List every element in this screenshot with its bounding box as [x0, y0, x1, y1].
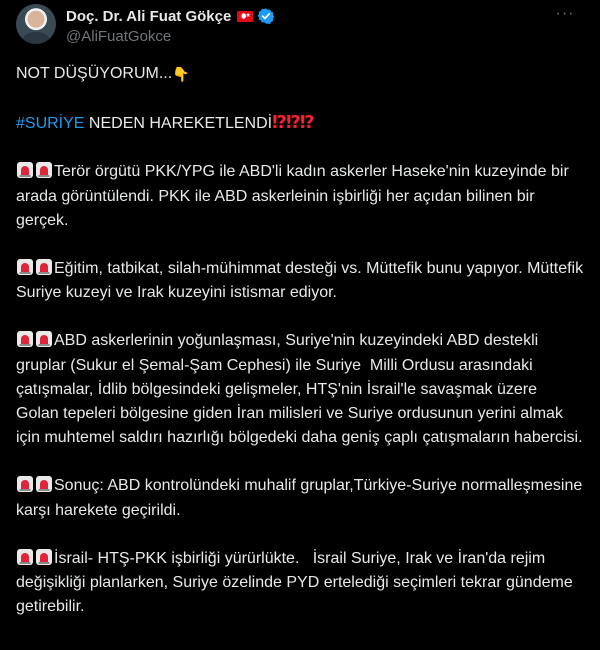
paragraph-4-text: Sonuç: ABD kontrolündeki muhalif gruplar,Türkiye-Suriye normalleşmesine karşı harekete geçirildi.	[16, 477, 587, 519]
paragraph-1-text: Terör örgütü PKK/YPG ile ABD'li kadın askerler Haseke'nin kuzeyinde bir arada görüntülendi. PKK ile ABD askerleinin işbirliği her açıdan bilinen bir gerçek.	[16, 163, 574, 229]
paragraph-3-text: ABD askerlerinin yoğunlaşması, Suriye'nin kuzeyindeki ABD destekli gruplar (Sukur el Şemal-Şam Cephesi) ile Suriye Milli Ordusu arasındaki çatışmalar, İdlib bölgesindeki gelişmeler, HTŞ'nin İsrail'le savaşmak üzere Golan tepeleri bölgesine giden İran milisleri ve Suriye ordusunun yerini almak için muhtemel saldırı hazırlığı bölgedeki daha geniş çaplı çatışmaların habercisi.	[16, 332, 583, 447]
avatar[interactable]	[16, 4, 56, 44]
paragraph-gap	[16, 305, 584, 329]
pointing-down-icon: 👇	[172, 66, 190, 82]
siren-icon	[16, 475, 34, 493]
paragraph-gap	[16, 450, 584, 474]
paragraph-5-text: İsrail- HTŞ-PKK işbirliği yürürlükte. İsrail Suriye, Irak ve İran'da rejim değişikliği planlarken, Suriye özelinde PYD ertelediği seçimleri tekrar gündeme getirebilir.	[16, 549, 578, 616]
siren-icon	[35, 475, 53, 493]
tweet-line-question	[16, 110, 584, 136]
more-options-button[interactable]: ···	[555, 5, 575, 22]
verified-badge-icon	[257, 7, 275, 25]
tweet-paragraph-4	[16, 474, 587, 522]
siren-icon	[35, 548, 53, 566]
tweet-text	[16, 62, 588, 619]
paragraph-gap	[16, 136, 584, 160]
tweet-paragraph-3	[16, 329, 584, 450]
name-row	[66, 6, 275, 26]
paragraph-gap	[16, 86, 584, 110]
author-block	[66, 6, 275, 45]
siren-icon	[35, 161, 53, 179]
paragraph-gap	[16, 233, 584, 257]
author-handle[interactable]: @AliFuatGokce	[66, 28, 172, 45]
question-text: NEDEN HAREKETLENDİ	[84, 115, 273, 133]
tweet-paragraph-5	[16, 547, 584, 620]
tweet-header	[16, 0, 584, 62]
hashtag-link[interactable]: #SURİYE	[16, 115, 85, 133]
display-name[interactable]: Doç. Dr. Ali Fuat Gökçe	[66, 7, 232, 25]
siren-icon	[16, 548, 34, 566]
siren-icon	[16, 330, 34, 348]
tweet-paragraph-1	[16, 160, 584, 233]
paragraph-2-text: Eğitim, tatbikat, silah-mühimmat desteği vs. Müttefik bunu yapıyor. Müttefik Suriye kuzeyi ve Irak kuzeyini istismar ediyor.	[16, 260, 588, 302]
siren-icon	[35, 330, 53, 348]
turkish-flag-icon	[237, 11, 253, 22]
paragraph-gap	[16, 523, 584, 547]
note-text: NOT DÜŞÜYORUM...	[16, 65, 173, 82]
tweet-line-note	[16, 62, 584, 86]
siren-icon	[16, 161, 34, 179]
tweet-paragraph-2	[16, 257, 588, 305]
siren-icon	[16, 258, 34, 276]
siren-icon	[35, 258, 53, 276]
exclamation-question-icon: ⁉⁉⁉	[272, 112, 314, 133]
